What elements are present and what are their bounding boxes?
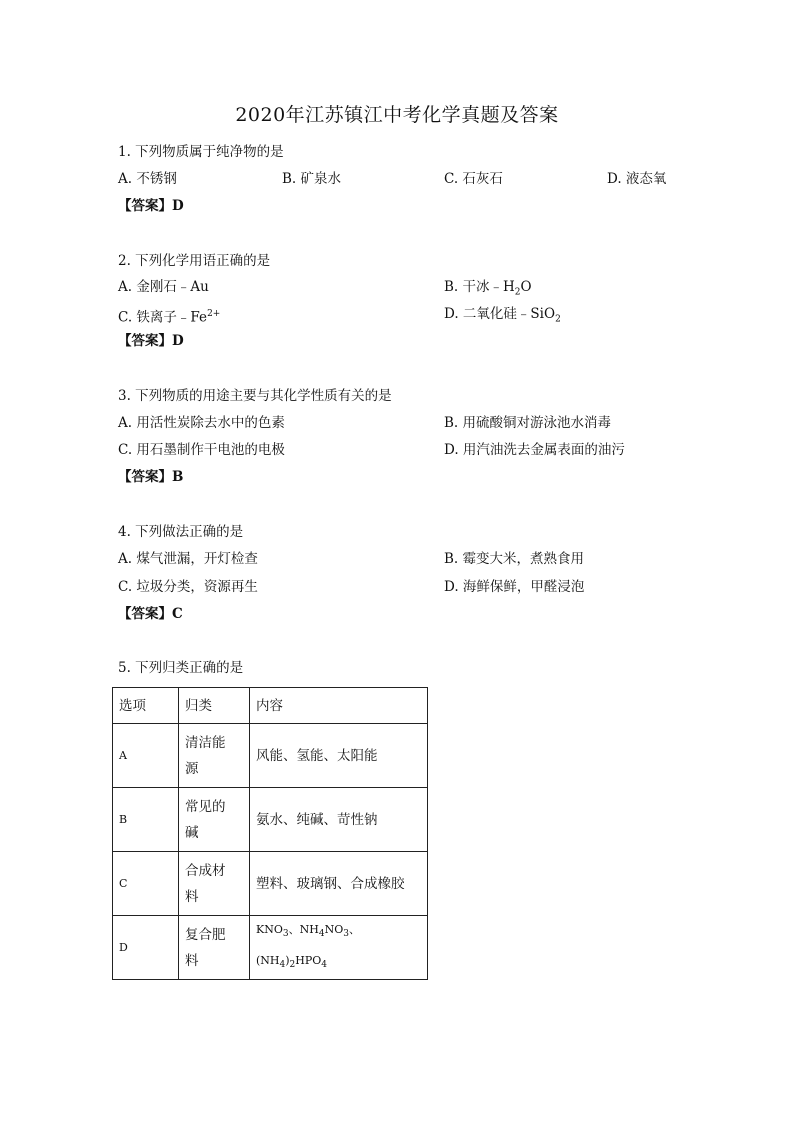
q4-option-b: B. 霉变大米，煮熟食用 bbox=[444, 551, 585, 567]
q2-option-b: B. 干冰$﹣H_2O$ bbox=[444, 279, 532, 298]
q1-option-b: B. 矿泉水 bbox=[282, 171, 342, 187]
row-content: 风能、氢能、太阳能 bbox=[250, 724, 428, 788]
q4-option-c: C. 垃圾分类，资源再生 bbox=[118, 579, 258, 595]
page-title: 2020年江苏镇江中考化学真题及答案 bbox=[235, 104, 559, 126]
table-row bbox=[113, 916, 428, 980]
q1-option-d: D. 液态氧 bbox=[607, 171, 667, 187]
table-row bbox=[113, 788, 428, 852]
q2-option-d: D. 二氧化硅﹣SiO$_2$ bbox=[444, 306, 561, 325]
q3-option-a: A. 用活性炭除去水中的色素 bbox=[118, 415, 285, 431]
q3-answer: 【答案】B bbox=[118, 469, 184, 485]
q4-stem: 4. 下列做法正确的是 bbox=[118, 524, 244, 540]
header-content: 内容 bbox=[250, 688, 428, 724]
row-option: D bbox=[113, 916, 179, 980]
q3-option-b: B. 用硫酸铜对游泳池水消毒 bbox=[444, 415, 612, 431]
q4-answer: 【答案】C bbox=[118, 606, 183, 622]
q1-stem: 1. 下列物质属于纯净物的是 bbox=[118, 144, 284, 160]
row-category: 清洁能 源 bbox=[179, 724, 250, 788]
row-option: B bbox=[113, 788, 179, 852]
row-category: 复合肥 料 bbox=[179, 916, 250, 980]
q1-option-a: A. 不锈钢 bbox=[118, 171, 177, 187]
q3-option-d: D. 用汽油洗去金属表面的油污 bbox=[444, 442, 625, 458]
row-option: C bbox=[113, 852, 179, 916]
q1-answer: 【答案】D bbox=[118, 198, 184, 214]
q2-answer: 【答案】D bbox=[118, 333, 184, 349]
table-row bbox=[113, 724, 428, 788]
table-header-row bbox=[113, 688, 428, 724]
row-category: 常见的 碱 bbox=[179, 788, 250, 852]
q2-option-c: C. 铁离子$﹣Fe^{2+}$ bbox=[118, 309, 221, 326]
row-category: 合成材 料 bbox=[179, 852, 250, 916]
row-content-formulas: $KNO_3$、$NH_4NO_3$、$(NH_4)_2HPO_4$ bbox=[250, 916, 428, 980]
q2-stem: 2. 下列化学用语正确的是 bbox=[118, 253, 271, 269]
q3-stem: 3. 下列物质的用途主要与其化学性质有关的是 bbox=[118, 388, 392, 404]
q1-option-c: C. 石灰石 bbox=[444, 171, 503, 187]
row-option: A bbox=[113, 724, 179, 788]
row-content: 氨水、纯碱、苛性钠 bbox=[250, 788, 428, 852]
q2-option-a: A. 金刚石﹣Au bbox=[118, 279, 209, 295]
q3-option-c: C. 用石墨制作干电池的电极 bbox=[118, 442, 285, 458]
q5-stem: 5. 下列归类正确的是 bbox=[118, 660, 244, 676]
row-content: 塑料、玻璃钢、合成橡胶 bbox=[250, 852, 428, 916]
q4-option-a: A. 煤气泄漏，开灯检查 bbox=[118, 551, 258, 567]
table-row bbox=[113, 852, 428, 916]
header-category: 归类 bbox=[179, 688, 250, 724]
classification-table bbox=[112, 687, 428, 980]
q4-option-d: D. 海鲜保鲜，甲醛浸泡 bbox=[444, 579, 585, 595]
header-option: 选项 bbox=[113, 688, 179, 724]
